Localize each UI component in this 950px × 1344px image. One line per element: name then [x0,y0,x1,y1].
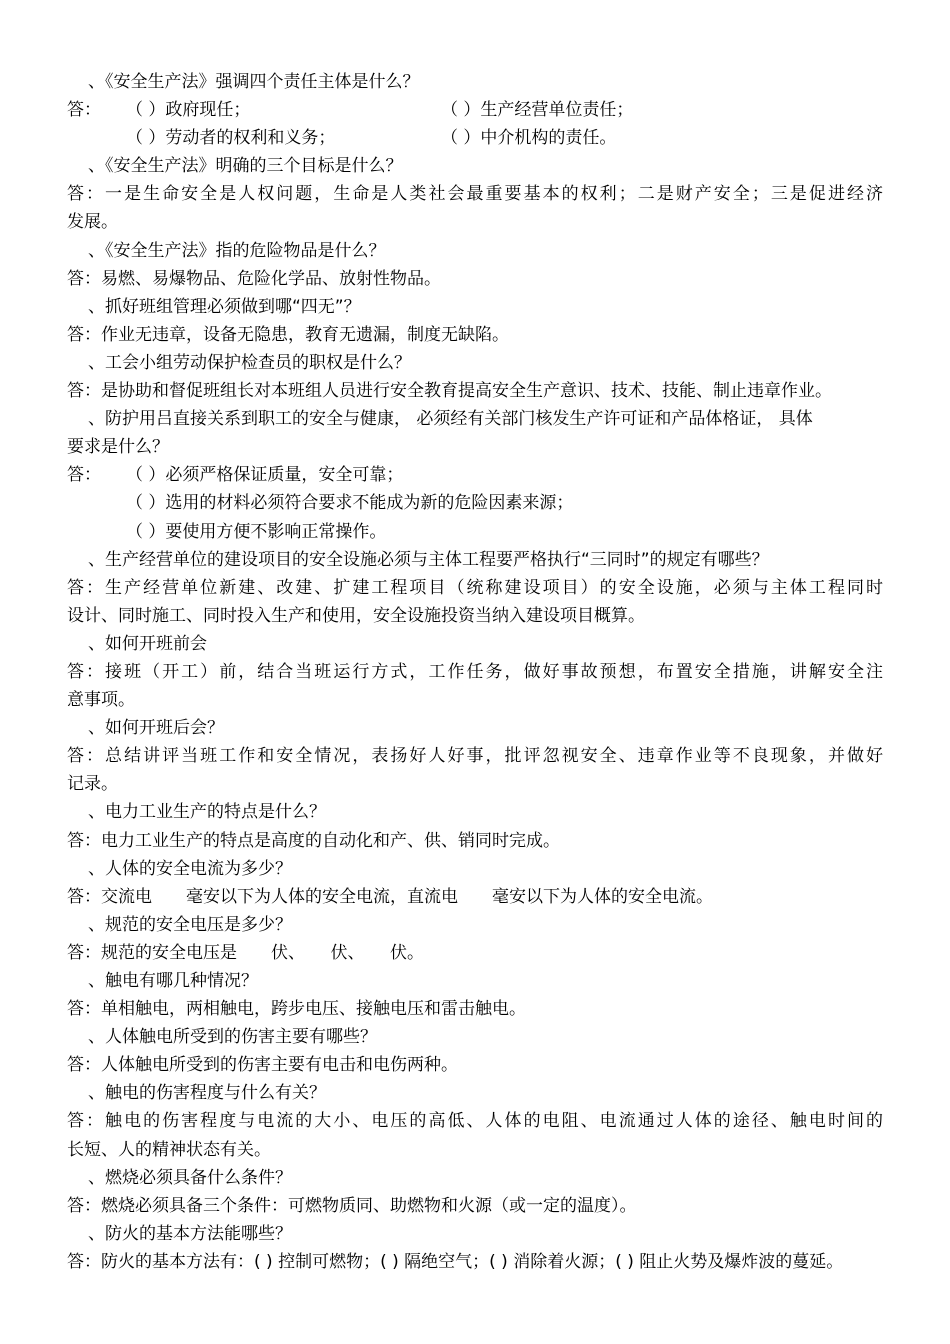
answer-15-line-1: 答：触电的伤害程度与电流的大小、电压的高低、人体的电阻、电流通过人体的途径、触电时间的 [67,1111,883,1132]
answer-7-line-1: 答：生产经营单位新建、改建、扩建工程项目（统称建设项目）的安全设施，必须与主体工程同时 [67,577,883,598]
answer-5: 答：是协助和督促班组长对本班组人员进行安全教育提高安全生产意识、技术、技能、制止违章作业。 [67,381,832,402]
option: （ ）中介机构的责任。 [441,128,617,149]
question-13: 、触电有哪几种情况？ [88,971,258,991]
question-3: 、《安全生产法》指的危险物品是什么？ [88,240,386,261]
answer-16: 答：燃烧必须具备三个条件：可燃物质同、助燃物和火源（或一定的温度）。 [67,1195,637,1216]
answer-1-row-2 [0,124,950,152]
answer-2-line-1: 答：一是生命安全是人权问题，生命是人类社会最重要基本的权利；二是财产安全；三是促进经济 [67,184,883,205]
answer-9-line-1: 答：总结讲评当班工作和安全情况，表扬好人好事，批评忽视安全、违章作业等不良现象，并做好 [67,746,883,767]
question-6-line-2: 要求是什么？ [67,437,169,458]
list-item: （ ）必须严格保证质量，安全可靠； [126,465,404,486]
question-16: 、燃烧必须具备什么条件？ [88,1167,292,1188]
question-7: 、生产经营单位的建设项目的安全设施必须与主体工程要严格执行“三同时”的规定有哪些？ [88,549,769,570]
answer-10: 答：电力工业生产的特点是高度的自动化和产、供、销同时完成。 [67,830,560,851]
answer-7-line-2: 设计、同时施工、同时投入生产和使用，安全设施投资当纳入建设项目概算。 [67,605,645,626]
document-page [0,68,950,1276]
question-8: 、如何开班前会 [88,633,207,654]
answer-11: 答：交流电 毫安以下为人体的安全电流，直流电 毫安以下为人体的安全电流。 [67,886,713,907]
question-9: 、如何开班后会？ [88,718,224,739]
question-14: 、人体触电所受到的伤害主要有哪些？ [88,1027,377,1048]
question-5: 、工会小组劳动保护检查员的职权是什么？ [88,352,411,373]
answer-6-row-1 [0,461,950,489]
question-15: 、触电的伤害程度与什么有关？ [88,1083,326,1104]
question-17: 、防火的基本方法能哪些？ [88,1223,292,1244]
answer-3: 答：易燃、易爆物品、危险化学品、放射性物品。 [67,268,441,289]
answer-8-line-1: 答：接班（开工）前，结合当班运行方式，工作任务，做好事故预想，布置安全措施，讲解安全注 [67,661,883,682]
answer-12: 答：规范的安全电压是 伏、 伏、 伏。 [67,942,424,963]
question-11: 、人体的安全电流为多少？ [88,858,292,879]
answer-1-row-1 [0,96,950,124]
question-10: 、电力工业生产的特点是什么？ [88,802,326,823]
question-12: 、规范的安全电压是多少？ [88,914,292,935]
answer-14: 答：人体触电所受到的伤害主要有电击和电伤两种。 [67,1055,458,1076]
list-item: （ ）选用的材料必须符合要求不能成为新的危险因素来源； [126,493,574,514]
question-2: 、《安全生产法》明确的三个目标是什么？ [88,156,403,177]
answer-13: 答：单相触电，两相触电，跨步电压、接触电压和雷击触电。 [67,999,526,1020]
answer-15-line-2: 长短、人的精神状态有关。 [67,1139,271,1160]
answer-17: 答：防火的基本方法有：( ) 控制可燃物；( ) 隔绝空气；( ) 消除着火源；( ) 阻止火势及爆炸波的蔓延。 [67,1251,844,1272]
answer-4: 答：作业无违章，设备无隐患，教育无遗漏，制度无缺陷。 [67,324,509,345]
list-item: （ ）要使用方便不影响正常操作。 [126,521,387,542]
option: （ ）生产经营单位责任； [441,100,634,121]
question-6: 、防护用吕直接关系到职工的安全与健康， 必须经有关部门核发生产许可证和产品体格证， 具体 [88,409,813,430]
answer-9-line-2: 记录。 [67,774,118,795]
question-4: 、抓好班组管理必须做到哪“四无”？ [88,296,361,317]
option: （ ）劳动者的权利和义务； [126,128,336,149]
question-1: 、《安全生产法》强调四个责任主体是什么？ [88,72,420,92]
answer-prefix: 答： [67,465,101,486]
answer-2-line-2: 发展。 [67,212,118,233]
option: （ ）政府现任； [126,100,251,121]
answer-8-line-2: 意事项。 [67,690,135,711]
answer-prefix: 答： [67,100,101,121]
